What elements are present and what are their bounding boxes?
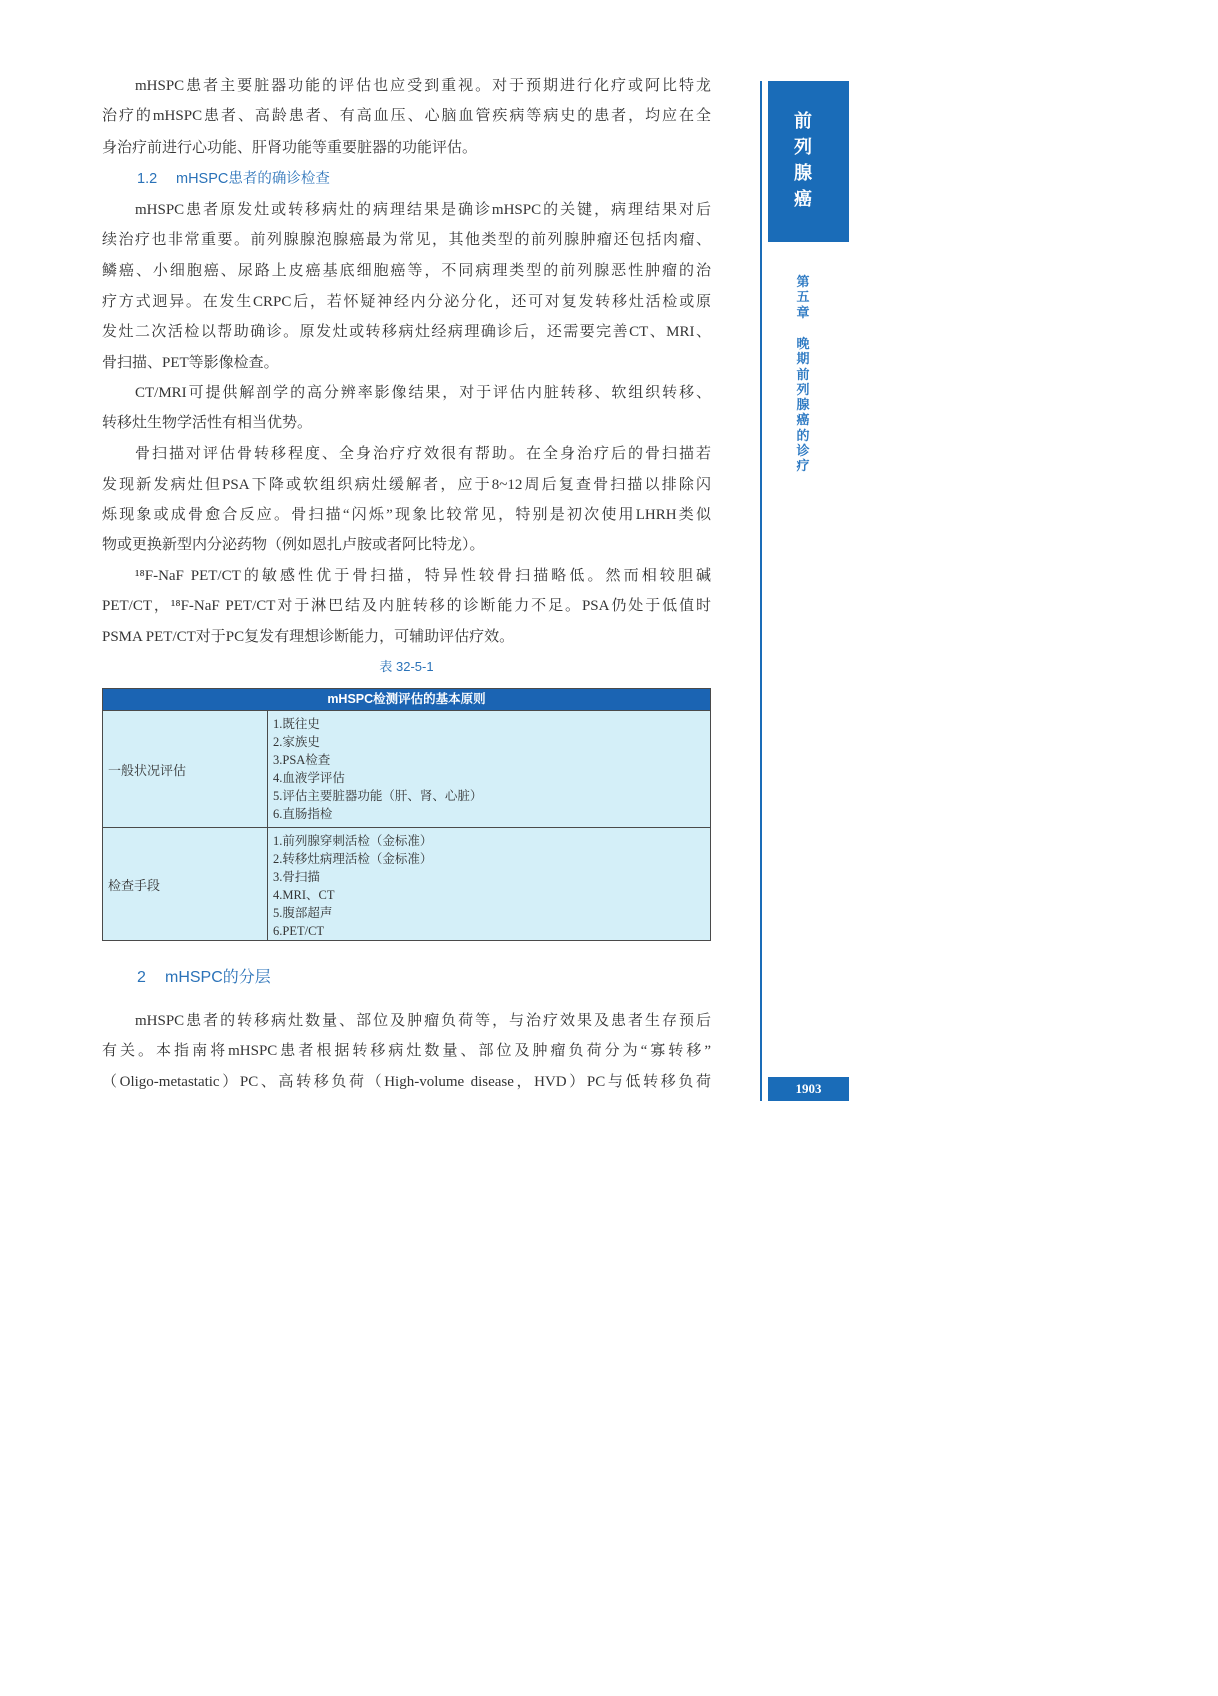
list-item: 3.骨扫描 bbox=[273, 870, 320, 884]
paragraph-line: CT/MRI可提供解剖学的高分辨率影像结果，对于评估内脏转移、软组织转移、 bbox=[135, 385, 711, 401]
paragraph-line: 发现新发病灶但PSA下降或软组织病灶缓解者，应于8~12周后复查骨扫描以排除闪 bbox=[102, 477, 711, 493]
paragraph-line: 物或更换新型内分泌药物（例如恩扎卢胺或者阿比特龙）。 bbox=[102, 537, 485, 553]
paragraph-line: mHSPC患者主要脏器功能的评估也应受到重视。对于预期进行化疗或阿比特龙 bbox=[135, 78, 711, 94]
section-number: 2 bbox=[137, 969, 146, 986]
paragraph-line: mHSPC患者的转移病灶数量、部位及肿瘤负荷等，与治疗效果及患者生存预后 bbox=[135, 1013, 711, 1029]
margin-rule bbox=[760, 81, 762, 1101]
list-item: 4.血液学评估 bbox=[273, 771, 345, 785]
chapter-tab-label: 前列腺癌 bbox=[794, 111, 812, 210]
paragraph-line: 烁现象或成骨愈合反应。骨扫描“闪烁”现象比较常见，特别是初次使用LHRH类似 bbox=[102, 507, 711, 523]
table-row bbox=[103, 827, 710, 940]
list-item: 3.PSA检查 bbox=[273, 753, 331, 767]
paragraph-line: PET/CT，¹⁸F-NaF PET/CT对于淋巴结及内脏转移的诊断能力不足。PSA仍处于低值时 bbox=[102, 598, 711, 614]
list-item: 4.MRI、CT bbox=[273, 888, 335, 902]
section-number: 1.2 bbox=[137, 171, 158, 187]
table-row bbox=[103, 711, 710, 827]
paragraph-line: 骨扫描对评估骨转移程度、全身治疗疗效很有帮助。在全身治疗后的骨扫描若 bbox=[135, 446, 711, 462]
list-item: 1.既往史 bbox=[273, 717, 320, 731]
list-item: 5.腹部超声 bbox=[273, 906, 333, 920]
paragraph-line: ¹⁸F-NaF PET/CT的敏感性优于骨扫描，特异性较骨扫描略低。然而相较胆碱 bbox=[135, 568, 711, 584]
paragraph-line: 疗方式迥异。在发生CRPC后，若怀疑神经内分泌分化，还可对复发转移灶活检或原 bbox=[102, 294, 711, 310]
table-header: mHSPC检测评估的基本原则 bbox=[103, 689, 710, 711]
paragraph-line: 有关。本指南将mHSPC患者根据转移病灶数量、部位及肿瘤负荷分为“寡转移” bbox=[102, 1043, 711, 1059]
row-label: 检查手段 bbox=[103, 828, 268, 940]
page-number: 1903 bbox=[768, 1077, 849, 1101]
list-item: 6.直肠指检 bbox=[273, 807, 333, 821]
table-caption: 表 32-5-1 bbox=[379, 659, 434, 674]
paragraph-line: 转移灶生物学活性有相当优势。 bbox=[102, 415, 313, 431]
chapter-title: 晚期前列腺癌的诊疗 bbox=[796, 337, 810, 475]
row-items bbox=[268, 711, 710, 827]
paragraph-line: 身治疗前进行心功能、肝肾功能等重要脏器的功能评估。 bbox=[102, 140, 478, 156]
section-title: mHSPC的分层 bbox=[165, 969, 271, 986]
paragraph-line: 续治疗也非常重要。前列腺腺泡腺癌最为常见，其他类型的前列腺肿瘤还包括肉瘤、 bbox=[102, 232, 711, 248]
assessment-table bbox=[102, 688, 711, 941]
paragraph-line: PSMA PET/CT对于PC复发有理想诊断能力，可辅助评估疗效。 bbox=[102, 629, 515, 645]
list-item: 2.家族史 bbox=[273, 735, 320, 749]
paragraph-line: mHSPC患者原发灶或转移病灶的病理结果是确诊mHSPC的关键，病理结果对后 bbox=[135, 202, 711, 218]
paragraph-line: （Oligo-metastatic）PC、高转移负荷（High-volume disease，HVD）PC与低转移负荷 bbox=[102, 1074, 711, 1090]
paragraph-line: 鳞癌、小细胞癌、尿路上皮癌基底细胞癌等，不同病理类型的前列腺恶性肿瘤的治 bbox=[102, 263, 711, 279]
paragraph-line: 骨扫描、PET等影像检查。 bbox=[102, 355, 279, 371]
list-item: 6.PET/CT bbox=[273, 924, 325, 938]
row-label: 一般状况评估 bbox=[103, 711, 268, 827]
list-item: 2.转移灶病理活检（金标准） bbox=[273, 852, 433, 866]
list-item: 1.前列腺穿刺活检（金标准） bbox=[273, 834, 433, 848]
list-item: 5.评估主要脏器功能（肝、肾、心脏） bbox=[273, 789, 483, 803]
section-title: mHSPC患者的确诊检查 bbox=[176, 171, 330, 187]
paragraph-line: 发灶二次活检以帮助确诊。原发灶或转移病灶经病理确诊后，还需要完善CT、MRI、 bbox=[102, 324, 711, 340]
chapter-number: 第五章 bbox=[796, 275, 810, 321]
paragraph-line: 治疗的mHSPC患者、高龄患者、有高血压、心脑血管疾病等病史的患者，均应在全 bbox=[102, 108, 711, 124]
row-items bbox=[268, 828, 710, 940]
